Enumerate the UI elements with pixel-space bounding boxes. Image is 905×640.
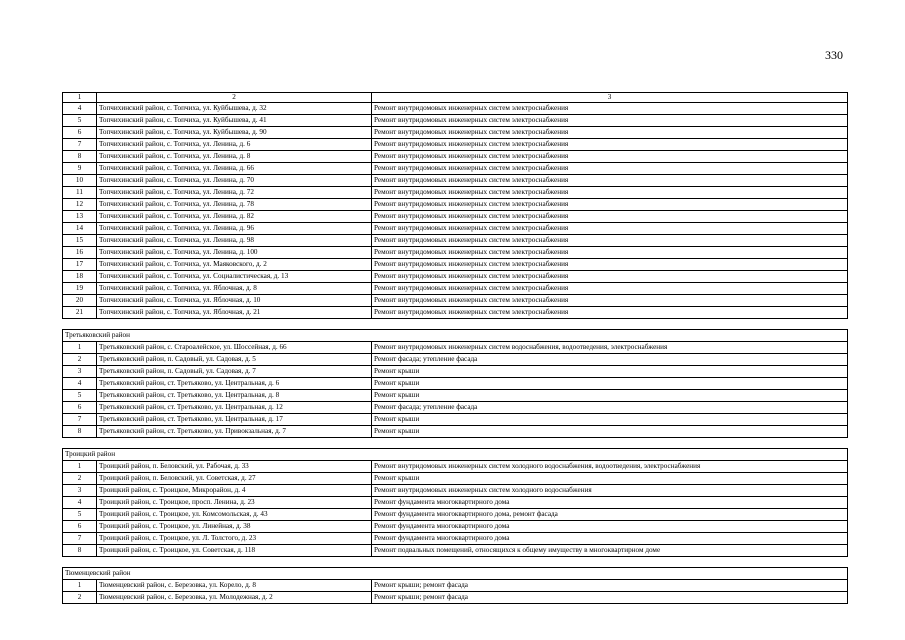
row-work-type: Ремонт внутридомовых инженерных систем электроснабжения [372, 175, 848, 187]
table-row [63, 115, 848, 127]
table-row [63, 354, 848, 366]
row-work-type: Ремонт внутридомовых инженерных систем холодного водоснабжения [372, 485, 848, 497]
row-number: 20 [63, 295, 97, 307]
row-address: Троицкий район, п. Беловский, ул. Советская, д. 27 [97, 473, 372, 485]
row-work-type: Ремонт внутридомовых инженерных систем электроснабжения [372, 259, 848, 271]
row-work-type: Ремонт внутридомовых инженерных систем электроснабжения [372, 211, 848, 223]
row-work-type: Ремонт внутридомовых инженерных систем электроснабжения [372, 151, 848, 163]
row-work-type: Ремонт фундамента многоквартирного дома [372, 533, 848, 545]
row-number: 3 [63, 366, 97, 378]
row-address: Топчихинский район, с. Топчиха, ул. Ленина, д. 78 [97, 199, 372, 211]
table-header-row [63, 93, 848, 103]
row-address: Третьяковский район, с. Староалейское, ул. Шоссейная, д. 66 [97, 342, 372, 354]
table-row [63, 247, 848, 259]
row-work-type: Ремонт крыши [372, 414, 848, 426]
table-row [63, 211, 848, 223]
row-address: Троицкий район, с. Троицкое, Микрорайон, д. 4 [97, 485, 372, 497]
row-work-type: Ремонт внутридомовых инженерных систем электроснабжения [372, 187, 848, 199]
row-work-type: Ремонт внутридомовых инженерных систем электроснабжения [372, 103, 848, 115]
table-row [63, 509, 848, 521]
row-address: Топчихинский район, с. Топчиха, ул. Ленина, д. 98 [97, 235, 372, 247]
section-spacer [63, 557, 848, 568]
row-number: 15 [63, 235, 97, 247]
row-number: 4 [63, 497, 97, 509]
row-number: 21 [63, 307, 97, 319]
row-address: Топчихинский район, с. Топчиха, ул. Яблочная, д. 10 [97, 295, 372, 307]
row-work-type: Ремонт фасада; утепление фасада [372, 354, 848, 366]
row-number: 6 [63, 521, 97, 533]
table-row [63, 533, 848, 545]
row-address: Третьяковский район, п. Садовый, ул. Садовая, д. 7 [97, 366, 372, 378]
row-number: 8 [63, 426, 97, 438]
row-work-type: Ремонт внутридомовых инженерных систем электроснабжения [372, 307, 848, 319]
row-number: 4 [63, 378, 97, 390]
repair-table [62, 92, 848, 604]
row-number: 1 [63, 461, 97, 473]
header-cell-number: 1 [63, 93, 97, 103]
row-address: Третьяковский район, п. Садовый, ул. Садовая, д. 5 [97, 354, 372, 366]
row-address: Топчихинский район, с. Топчиха, ул. Куйбышева, д. 32 [97, 103, 372, 115]
row-address: Тюменцевский район, с. Березовка, ул. Корело, д. 8 [97, 580, 372, 592]
spacer-cell [63, 557, 848, 568]
table-row [63, 414, 848, 426]
row-number: 7 [63, 139, 97, 151]
row-number: 9 [63, 163, 97, 175]
row-work-type: Ремонт крыши; ремонт фасада [372, 592, 848, 604]
row-number: 8 [63, 545, 97, 557]
row-work-type: Ремонт подвальных помещений, относящихся к общему имуществу в многоквартирном доме [372, 545, 848, 557]
row-work-type: Ремонт внутридомовых инженерных систем электроснабжения [372, 127, 848, 139]
row-address: Топчихинский район, с. Топчиха, ул. Ленина, д. 100 [97, 247, 372, 259]
row-number: 14 [63, 223, 97, 235]
row-work-type: Ремонт крыши [372, 426, 848, 438]
row-address: Топчихинский район, с. Топчиха, ул. Ленина, д. 70 [97, 175, 372, 187]
table-row [63, 235, 848, 247]
row-work-type: Ремонт внутридомовых инженерных систем электроснабжения [372, 223, 848, 235]
row-work-type: Ремонт внутридомовых инженерных систем электроснабжения [372, 283, 848, 295]
row-address: Третьяковский район, ст. Третьяково, ул. Центральная, д. 17 [97, 414, 372, 426]
row-number: 5 [63, 115, 97, 127]
row-number: 2 [63, 473, 97, 485]
spacer-cell [63, 319, 848, 330]
table-row [63, 223, 848, 235]
row-work-type: Ремонт фасада; утепление фасада [372, 402, 848, 414]
row-number: 8 [63, 151, 97, 163]
row-address: Топчихинский район, с. Топчиха, ул. Ленина, д. 6 [97, 139, 372, 151]
row-address: Третьяковский район, ст. Третьяково, ул. Центральная, д. 8 [97, 390, 372, 402]
row-address: Троицкий район, с. Троицкое, ул. Линейная, д. 38 [97, 521, 372, 533]
row-work-type: Ремонт внутридомовых инженерных систем электроснабжения [372, 247, 848, 259]
row-number: 1 [63, 580, 97, 592]
table-row [63, 342, 848, 354]
row-number: 4 [63, 103, 97, 115]
table-row [63, 175, 848, 187]
table-row [63, 271, 848, 283]
row-address: Топчихинский район, с. Топчиха, ул. Социалистическая, д. 13 [97, 271, 372, 283]
row-address: Топчихинский район, с. Топчиха, ул. Маяковского, д. 2 [97, 259, 372, 271]
section-title: Тюменцевский район [63, 568, 848, 580]
row-address: Троицкий район, с. Троицкое, просп. Ленина, д. 23 [97, 497, 372, 509]
row-work-type: Ремонт крыши [372, 473, 848, 485]
row-address: Третьяковский район, ст. Третьяково, ул. Привокзальная, д. 7 [97, 426, 372, 438]
row-number: 17 [63, 259, 97, 271]
table-row [63, 473, 848, 485]
table-row [63, 390, 848, 402]
table-row [63, 127, 848, 139]
row-work-type: Ремонт крыши [372, 378, 848, 390]
row-number: 10 [63, 175, 97, 187]
table-body [63, 93, 848, 604]
row-number: 12 [63, 199, 97, 211]
row-number: 13 [63, 211, 97, 223]
table-row [63, 295, 848, 307]
row-work-type: Ремонт внутридомовых инженерных систем электроснабжения [372, 271, 848, 283]
row-work-type: Ремонт крыши [372, 390, 848, 402]
header-cell-work: 3 [372, 93, 848, 103]
table-row [63, 402, 848, 414]
row-work-type: Ремонт фундамента многоквартирного дома, ремонт фасада [372, 509, 848, 521]
table-row [63, 199, 848, 211]
row-number: 16 [63, 247, 97, 259]
table-row [63, 497, 848, 509]
row-work-type: Ремонт внутридомовых инженерных систем водоснабжения, водоотведения, электроснабжения [372, 342, 848, 354]
row-number: 7 [63, 533, 97, 545]
row-number: 3 [63, 485, 97, 497]
table-row [63, 139, 848, 151]
row-address: Третьяковский район, ст. Третьяково, ул. Центральная, д. 6 [97, 378, 372, 390]
row-work-type: Ремонт внутридомовых инженерных систем электроснабжения [372, 139, 848, 151]
table-row [63, 283, 848, 295]
row-address: Топчихинский район, с. Топчиха, ул. Ленина, д. 66 [97, 163, 372, 175]
row-address: Троицкий район, с. Троицкое, ул. Советская, д. 118 [97, 545, 372, 557]
section-title-row [63, 568, 848, 580]
row-address: Топчихинский район, с. Топчиха, ул. Ленина, д. 82 [97, 211, 372, 223]
row-number: 5 [63, 509, 97, 521]
row-number: 2 [63, 592, 97, 604]
header-cell-address: 2 [97, 93, 372, 103]
row-number: 18 [63, 271, 97, 283]
row-work-type: Ремонт крыши; ремонт фасада [372, 580, 848, 592]
row-work-type: Ремонт фундамента многоквартирного дома [372, 521, 848, 533]
section-title: Третьяковский район [63, 330, 848, 342]
table-row [63, 426, 848, 438]
row-address: Топчихинский район, с. Топчиха, ул. Ленина, д. 96 [97, 223, 372, 235]
row-address: Топчихинский район, с. Топчиха, ул. Ленина, д. 72 [97, 187, 372, 199]
table-row [63, 259, 848, 271]
table-row [63, 545, 848, 557]
row-address: Топчихинский район, с. Топчиха, ул. Куйбышева, д. 41 [97, 115, 372, 127]
table-row [63, 366, 848, 378]
row-work-type: Ремонт внутридомовых инженерных систем холодного водоснабжения, водоотведения, электроснабжения [372, 461, 848, 473]
row-number: 11 [63, 187, 97, 199]
spacer-cell [63, 438, 848, 449]
row-work-type: Ремонт внутридомовых инженерных систем электроснабжения [372, 163, 848, 175]
table-row [63, 592, 848, 604]
row-address: Топчихинский район, с. Топчиха, ул. Яблочная, д. 8 [97, 283, 372, 295]
row-number: 7 [63, 414, 97, 426]
row-address: Тюменцевский район, с. Березовка, ул. Молодежная, д. 2 [97, 592, 372, 604]
row-work-type: Ремонт внутридомовых инженерных систем электроснабжения [372, 235, 848, 247]
row-address: Топчихинский район, с. Топчиха, ул. Яблочная, д. 21 [97, 307, 372, 319]
row-work-type: Ремонт крыши [372, 366, 848, 378]
row-number: 6 [63, 402, 97, 414]
row-number: 2 [63, 354, 97, 366]
section-title: Троицкий район [63, 449, 848, 461]
table-row [63, 461, 848, 473]
row-address: Топчихинский район, с. Топчиха, ул. Куйбышева, д. 90 [97, 127, 372, 139]
row-work-type: Ремонт внутридомовых инженерных систем электроснабжения [372, 115, 848, 127]
row-address: Троицкий район, п. Беловский, ул. Рабочая, д. 33 [97, 461, 372, 473]
table-row [63, 151, 848, 163]
row-address: Топчихинский район, с. Топчиха, ул. Ленина, д. 8 [97, 151, 372, 163]
table-row [63, 485, 848, 497]
row-work-type: Ремонт внутридомовых инженерных систем электроснабжения [372, 199, 848, 211]
row-number: 6 [63, 127, 97, 139]
row-address: Троицкий район, с. Троицкое, ул. Л. Толстого, д. 23 [97, 533, 372, 545]
row-address: Третьяковский район, ст. Третьяково, ул. Центральная, д. 12 [97, 402, 372, 414]
row-work-type: Ремонт фундамента многоквартирного дома [372, 497, 848, 509]
row-number: 5 [63, 390, 97, 402]
section-title-row [63, 330, 848, 342]
table-row [63, 103, 848, 115]
table-row [63, 521, 848, 533]
table-row [63, 187, 848, 199]
row-number: 1 [63, 342, 97, 354]
row-address: Троицкий район, с. Троицкое, ул. Комсомольская, д. 43 [97, 509, 372, 521]
section-spacer [63, 319, 848, 330]
section-spacer [63, 438, 848, 449]
table-row [63, 378, 848, 390]
table-row [63, 580, 848, 592]
table-row [63, 307, 848, 319]
row-number: 19 [63, 283, 97, 295]
row-work-type: Ремонт внутридомовых инженерных систем электроснабжения [372, 295, 848, 307]
table-row [63, 163, 848, 175]
section-title-row [63, 449, 848, 461]
page-number: 330 [825, 48, 843, 62]
